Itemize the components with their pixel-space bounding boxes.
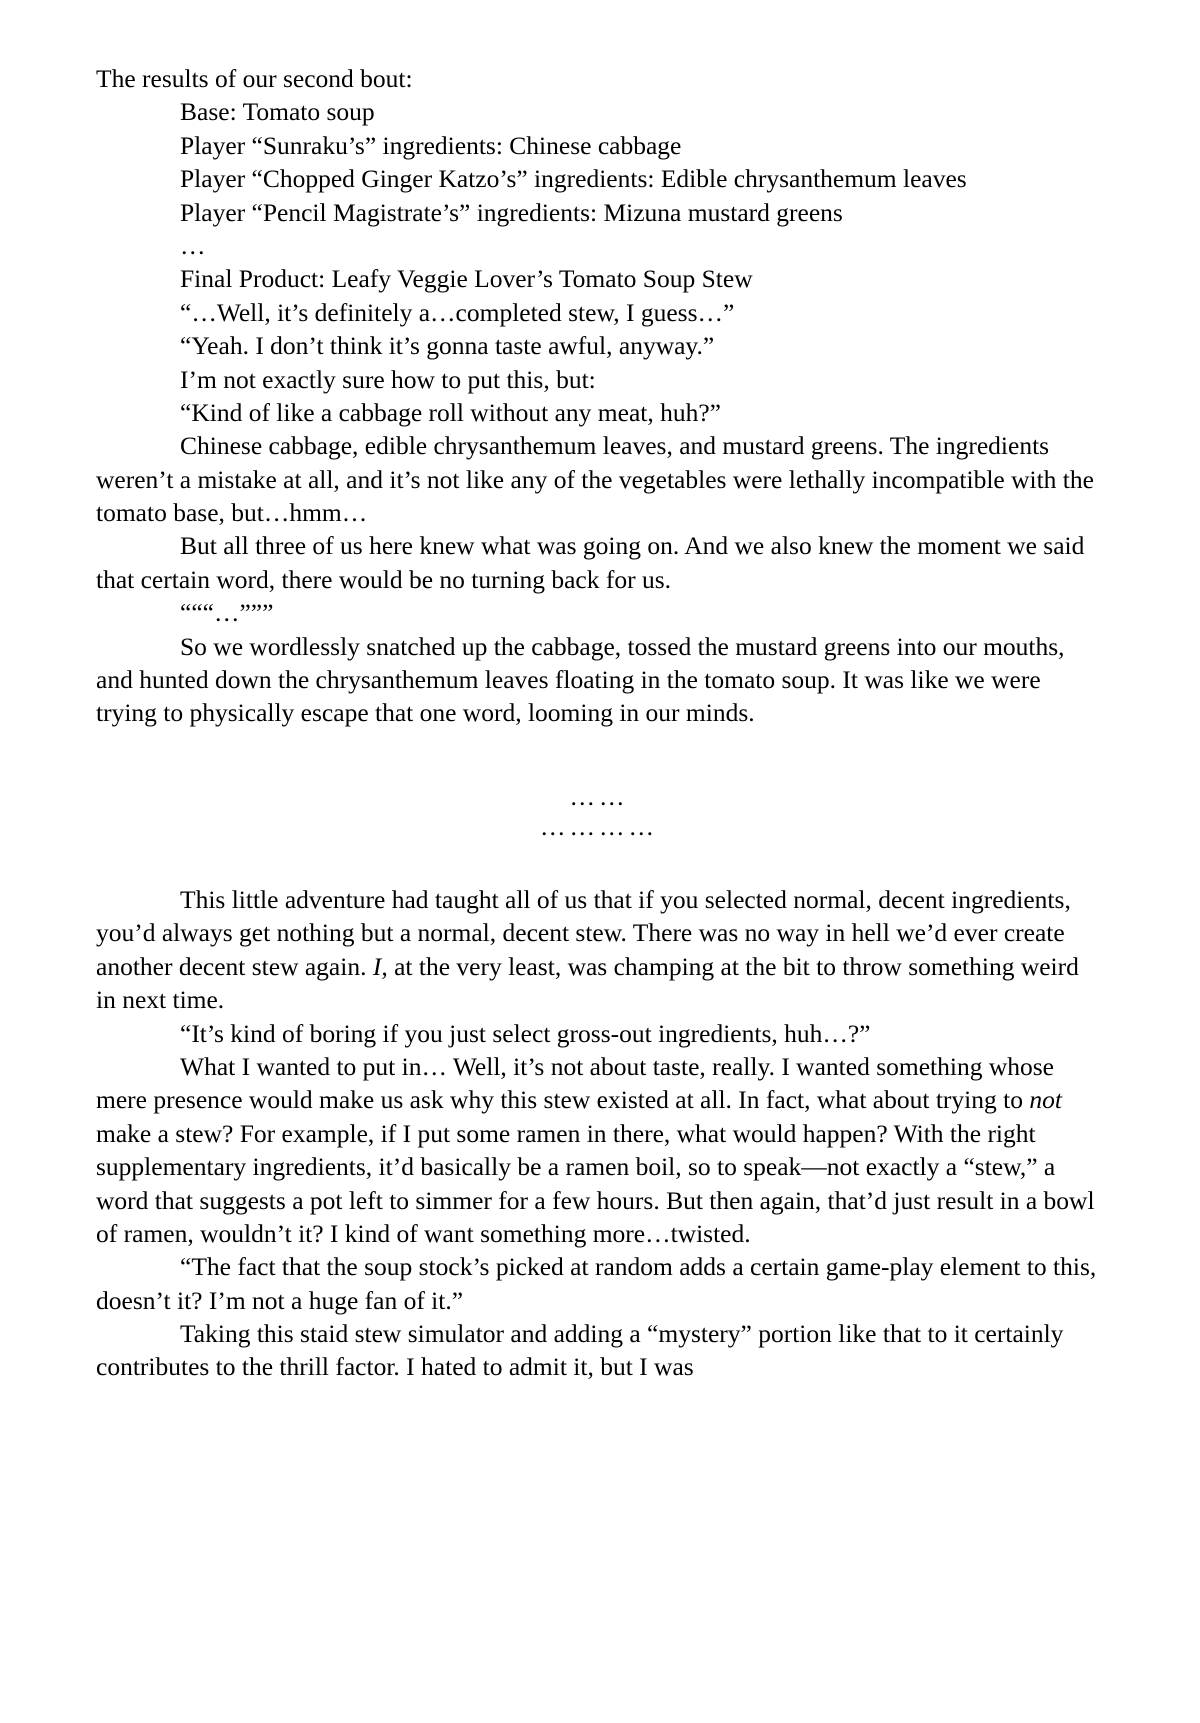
paragraph-dialogue-soup-stock: “The fact that the soup stock’s picked at random adds a certain game-play element to this, doesn’t it? I’m not a huge fan of it.” (96, 1252, 1097, 1315)
paragraph-silent-quote: “““…””” (180, 598, 274, 628)
paragraph-staid-stew-simulator: Taking this staid stew simulator and adding a “mystery” portion like that to it certainly contributes to the thrill factor. I hated to admit it, but I was (96, 1319, 1064, 1382)
paragraph-what-i-wanted: What I wanted to put in… Well, it’s not about taste, really. I wanted something whose mere presence would make us ask why this stew existed at all. In fact, what about trying to not make a stew? For example, if I put some ramen in there, what would happen? With the right supplementary ingredients, it’d basically be a ramen boil, so to speak—not exactly a “stew,” a word that suggests a pot left to simmer for a few hours. But then again, that’d just result in a bowl of ramen, wouldn’t it? I kind of want something more…twisted. (96, 1051, 1095, 1248)
scene-break (96, 782, 1102, 843)
paragraph-ellipsis: … (180, 230, 206, 260)
paragraph-ingredients-analysis: Chinese cabbage, edible chrysanthemum leaves, and mustard greens. The ingredients weren’t a mistake at all, and it’s not like any of the vegetables were lethally incompatible with the tomato base, but…hmm… (96, 431, 1094, 528)
paragraph-no-turning-back: But all three of us here knew what was going on. And we also knew the moment we said that certain word, there would be no turning back for us. (96, 531, 1085, 594)
paragraph-player-sunraku: Player “Sunraku’s” ingredients: Chinese cabbage (180, 130, 682, 160)
scene-break-line-1: …… (569, 781, 629, 811)
paragraph-final-product: Final Product: Leafy Veggie Lover’s Tomato Soup Stew (180, 264, 753, 294)
paragraph-results-intro: The results of our second bout: (96, 64, 413, 93)
paragraph-base: Base: Tomato soup (180, 97, 375, 127)
paragraph-little-adventure: This little adventure had taught all of us that if you selected normal, decent ingredients, you’d always get nothing but a normal, decent stew. There was no way in hell we’d ever create another decent stew again. I, at the very least, was champing at the bit to throw something weird in next time. (96, 885, 1079, 1015)
paragraph-how-to-put-this: I’m not exactly sure how to put this, but: (180, 364, 596, 394)
scene-break-line-2: ………… (540, 812, 658, 842)
paragraph-player-katzo: Player “Chopped Ginger Katzo’s” ingredients: Edible chrysanthemum leaves (180, 164, 967, 194)
paragraph-dialogue-taste-awful: “Yeah. I don’t think it’s gonna taste awful, anyway.” (180, 331, 715, 361)
paragraph-dialogue-gross-out: “It’s kind of boring if you just select gross-out ingredients, huh…?” (180, 1018, 871, 1048)
scene-break-spacer (96, 847, 1102, 883)
paragraph-player-pencil-magistrate: Player “Pencil Magistrate’s” ingredients: Mizuna mustard greens (180, 197, 843, 227)
body-text-block (96, 62, 1102, 1384)
paragraph-wordlessly-snatched: So we wordlessly snatched up the cabbage, tossed the mustard greens into our mouths, and hunted down the chrysanthemum leaves floating in the tomato soup. It was like we were trying to physically escape that one word, looming in our minds. (96, 631, 1065, 728)
paragraph-dialogue-completed-stew: “…Well, it’s definitely a…completed stew, I guess…” (180, 297, 735, 327)
paragraph-dialogue-cabbage-roll: “Kind of like a cabbage roll without any meat, huh?” (180, 397, 721, 427)
